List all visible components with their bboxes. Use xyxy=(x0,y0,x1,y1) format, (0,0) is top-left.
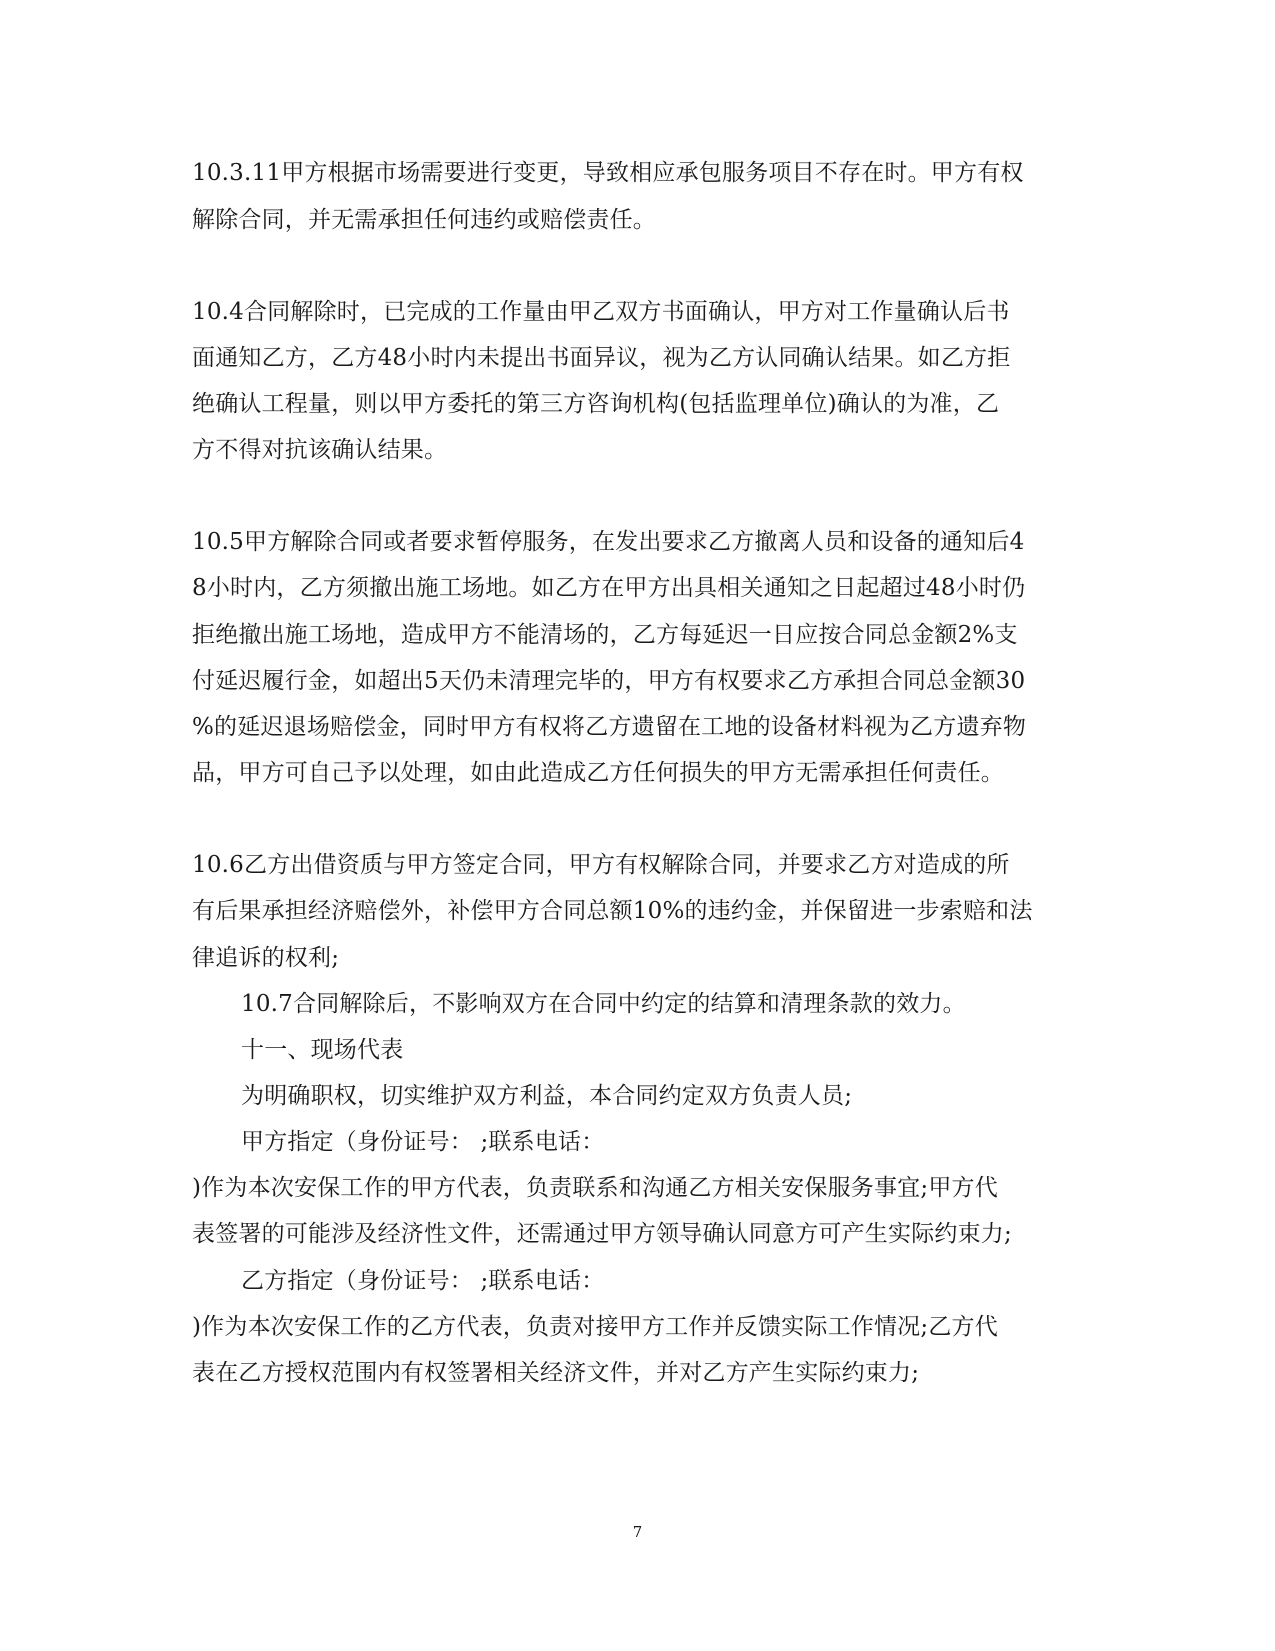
section-11-intro: 为明确职权，切实维护双方利益，本合同约定双方负责人员; xyxy=(241,1083,853,1109)
clause-10-4-line-4: 方不得对抗该确认结果。 xyxy=(192,437,448,463)
clause-10-5-line-6: 品，甲方可自己予以处理，如由此造成乙方任何损失的甲方无需承担任何责任。 xyxy=(192,760,1004,786)
party-b-designation: 乙方指定（身份证号： ;联系电话： xyxy=(241,1268,605,1294)
page-number: 7 xyxy=(632,1523,643,1541)
clause-10-6-line-1: 10.6乙方出借资质与甲方签定合同，甲方有权解除合同，并要求乙方对造成的所 xyxy=(192,852,1010,878)
clause-10-5-line-1: 10.5甲方解除合同或者要求暂停服务，在发出要求乙方撤离人员和设备的通知后4 xyxy=(192,529,1025,555)
clause-10-6-line-3: 律追诉的权利; xyxy=(192,945,340,971)
clause-10-4-line-2: 面通知乙方，乙方48小时内未提出书面异议，视为乙方认同确认结果。如乙方拒 xyxy=(192,345,1011,371)
clause-10-6-line-2: 有后果承担经济赔偿外，补偿甲方合同总额10%的违约金，并保留进一步索赔和法 xyxy=(192,898,1033,924)
clause-10-4-line-1: 10.4合同解除时，已完成的工作量由甲乙双方书面确认，甲方对工作量确认后书 xyxy=(192,299,1010,325)
clause-10-5-line-5: %的延迟退场赔偿金，同时甲方有权将乙方遗留在工地的设备材料视为乙方遗弃物 xyxy=(192,714,1027,740)
party-a-duty-line-1: )作为本次安保工作的甲方代表，负责联系和沟通乙方相关安保服务事宜;甲方代 xyxy=(192,1175,998,1201)
party-b-duty-line-1: )作为本次安保工作的乙方代表，负责对接甲方工作并反馈实际工作情况;乙方代 xyxy=(192,1314,998,1340)
party-a-designation: 甲方指定（身份证号： ;联系电话： xyxy=(241,1129,605,1155)
party-b-duty-line-2: 表在乙方授权范围内有权签署相关经济文件，并对乙方产生实际约束力; xyxy=(192,1360,920,1386)
clause-10-4-line-3: 绝确认工程量，则以甲方委托的第三方咨询机构(包括监理单位)确认的为准，乙 xyxy=(192,391,1000,417)
clause-10-7-line: 10.7合同解除后，不影响双方在合同中约定的结算和清理条款的效力。 xyxy=(241,991,966,1017)
clause-10-3-11-line-2: 解除合同，并无需承担任何违约或赔偿责任。 xyxy=(192,207,656,233)
clause-10-5-line-3: 拒绝撤出施工场地，造成甲方不能清场的，乙方每延迟一日应按合同总金额2%支 xyxy=(192,622,1018,648)
section-11-heading: 十一、现场代表 xyxy=(241,1037,404,1063)
clause-10-3-11-line-1: 10.3.11甲方根据市场需要进行变更，导致相应承包服务项目不存在时。甲方有权 xyxy=(192,160,1024,186)
party-a-duty-line-2: 表签署的可能涉及经济性文件，还需通过甲方领导确认同意方可产生实际约束力; xyxy=(192,1221,1012,1247)
clause-10-5-line-4: 付延迟履行金，如超出5天仍未清理完毕的，甲方有权要求乙方承担合同总金额30 xyxy=(192,668,1026,694)
clause-10-5-line-2: 8小时内，乙方须撤出施工场地。如乙方在甲方出具相关通知之日起超过48小时仍 xyxy=(192,575,1026,601)
